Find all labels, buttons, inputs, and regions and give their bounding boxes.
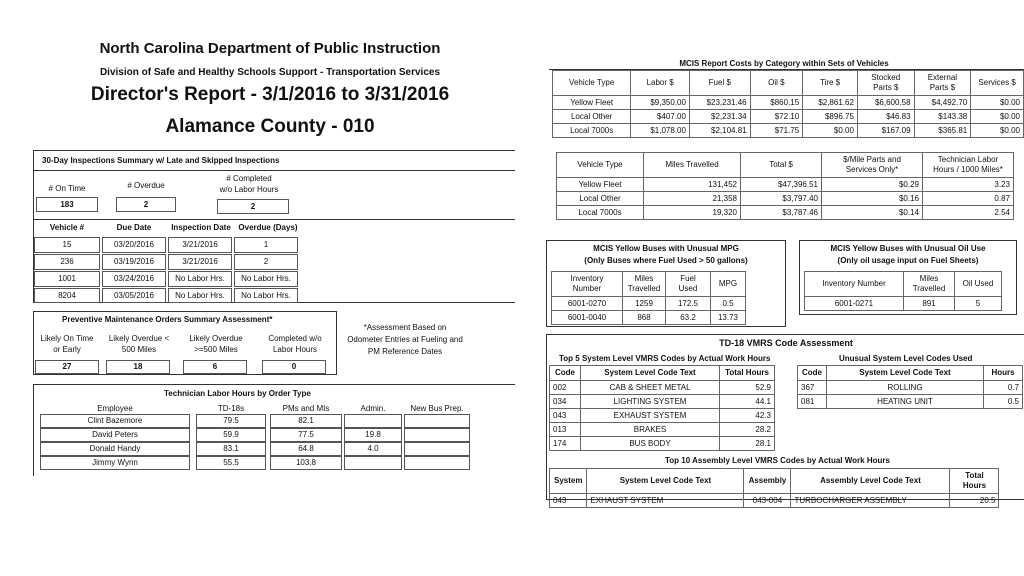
table-cell: 21,358 <box>644 192 741 206</box>
overdue-label: # Overdue <box>127 181 165 190</box>
pms-cell: 77.5 <box>270 428 342 442</box>
table-cell: $365.81 <box>914 124 971 138</box>
mpg-heading: MCIS Yellow Buses with Unusual MPG <box>593 244 739 253</box>
table-cell: 0.5 <box>984 395 1023 409</box>
pm-overdue-lt500-value: 18 <box>106 360 170 374</box>
column-header: Miles Travelled <box>644 153 741 178</box>
costs-table <box>552 70 1024 138</box>
report-county-title: Alamance County - 010 <box>165 116 375 137</box>
miles-table <box>556 152 1014 220</box>
table-cell: 5 <box>955 297 1002 311</box>
oil-header-row <box>805 272 1002 297</box>
table-cell: $46.83 <box>857 110 914 124</box>
column-header: Technician Labor Hours / 1000 Miles* <box>923 153 1014 178</box>
inspection-date-cell: 3/21/2016 <box>168 237 232 253</box>
table-cell: 043-004 <box>744 494 791 508</box>
newbus-cell <box>404 456 470 470</box>
column-header: Code <box>798 366 827 381</box>
pm-completed-value: 0 <box>262 360 326 374</box>
column-header: System Level Code Text <box>587 469 744 494</box>
overdue-days-cell: 1 <box>234 237 298 253</box>
labor-col-newbus: New Bus Prep. <box>410 404 464 413</box>
labor-col-pms: PMs and MIs <box>282 404 330 413</box>
table-cell: $860.15 <box>750 96 803 110</box>
table-cell: BRAKES <box>581 423 720 437</box>
table-cell: 19,320 <box>644 206 741 220</box>
table-cell: 367 <box>798 381 827 395</box>
pm-assessment-note: *Assessment Based on Odometer Entries at Fueling and PM Reference Dates <box>347 323 463 356</box>
unusual-codes-table <box>797 365 1023 409</box>
column-header: Total Hours <box>720 366 775 381</box>
top5-table <box>549 365 775 451</box>
admin-cell: 19.8 <box>344 428 402 442</box>
table-cell: Yellow Fleet <box>553 96 631 110</box>
pm-col-overdue-lt500: Likely Overdue < 500 Miles <box>108 334 170 354</box>
col-due-date: Due Date <box>116 223 152 232</box>
inspection-date-cell: No Labor Hrs. <box>168 271 232 287</box>
column-header: System Level Code Text <box>581 366 720 381</box>
on-time-label: # On Time <box>48 184 86 193</box>
employee-cell: David Peters <box>40 428 190 442</box>
table-cell: Yellow Fleet <box>557 178 644 192</box>
column-header: System <box>550 469 587 494</box>
table-row <box>550 437 775 451</box>
admin-cell <box>344 456 402 470</box>
table-cell: $896.75 <box>803 110 858 124</box>
pm-heading: Preventive Maintenance Orders Summary Assessment* <box>62 315 273 324</box>
due-date-cell: 03/05/2016 <box>102 288 166 303</box>
table-cell: 174 <box>550 437 581 451</box>
table-cell: 034 <box>550 395 581 409</box>
table-cell: 2.54 <box>923 206 1014 220</box>
column-header: Fuel Used <box>666 272 711 297</box>
mpg-table <box>551 271 746 325</box>
table-cell: 891 <box>904 297 955 311</box>
table-row <box>552 311 746 325</box>
td18-cell: 55.5 <box>196 456 266 470</box>
table-cell: 131,452 <box>644 178 741 192</box>
table-cell: $0.00 <box>971 110 1024 124</box>
inspections-summary-box <box>33 150 516 303</box>
due-date-cell: 03/24/2016 <box>102 271 166 287</box>
column-header: Oil Used <box>955 272 1002 297</box>
vehicle-cell: 8204 <box>34 288 100 303</box>
table-cell: $3,797.40 <box>741 192 822 206</box>
table-row <box>550 381 775 395</box>
table-cell: 13.73 <box>711 311 746 325</box>
pms-cell: 82.1 <box>270 414 342 428</box>
table-cell: 0.7 <box>984 381 1023 395</box>
column-header: Code <box>550 366 581 381</box>
on-time-value: 183 <box>36 197 98 212</box>
column-header: Assembly Level Code Text <box>791 469 950 494</box>
due-date-cell: 03/19/2016 <box>102 254 166 270</box>
overdue-days-cell: No Labor Hrs. <box>234 271 298 287</box>
column-header: Total Hours <box>950 469 999 494</box>
table-cell: $0.00 <box>803 124 858 138</box>
table-cell: 44.1 <box>720 395 775 409</box>
col-inspection-date: Inspection Date <box>171 223 231 232</box>
pm-col-completed: Completed w/o Labor Hours <box>268 334 322 354</box>
due-date-cell: 03/20/2016 <box>102 237 166 253</box>
labor-col-td18: TD-18s <box>217 404 245 413</box>
mpg-header-row <box>552 272 746 297</box>
pm-overdue-gte500-value: 6 <box>183 360 247 374</box>
miles-header-row <box>557 153 1014 178</box>
pms-cell: 64.8 <box>270 442 342 456</box>
column-header: Miles Travelled <box>904 272 955 297</box>
table-cell: $0.16 <box>822 192 923 206</box>
table-cell: 42.3 <box>720 409 775 423</box>
table-row <box>550 409 775 423</box>
table-cell: 043 <box>550 494 587 508</box>
overdue-days-cell: No Labor Hrs. <box>234 288 298 303</box>
column-header: Fuel $ <box>689 71 750 96</box>
column-header: Tire $ <box>803 71 858 96</box>
table-row <box>550 423 775 437</box>
admin-cell: 4.0 <box>344 442 402 456</box>
pm-col-on-time: Likely On Time or Early <box>40 334 94 354</box>
td18-cell: 59.9 <box>196 428 266 442</box>
table-cell: 6001-0040 <box>552 311 623 325</box>
table-cell: Local 7000s <box>553 124 631 138</box>
col-vehicle-number: Vehicle # <box>49 223 85 232</box>
report-main-title: Director's Report - 3/1/2016 to 3/31/2016 <box>90 84 450 105</box>
table-cell: $47,396.51 <box>741 178 822 192</box>
table-cell: $0.29 <box>822 178 923 192</box>
table-row <box>553 124 1024 138</box>
top5-heading: Top 5 System Level VMRS Codes by Actual Work Hours <box>559 354 771 363</box>
col-overdue-days: Overdue (Days) <box>238 223 298 232</box>
vmrs-heading: TD-18 VMRS Code Assessment <box>719 338 853 348</box>
table-row <box>798 395 1023 409</box>
table-cell: $167.09 <box>857 124 914 138</box>
table-row <box>557 178 1014 192</box>
table-row <box>805 297 1002 311</box>
table-cell: 63.2 <box>666 311 711 325</box>
table-cell: 6001-0270 <box>552 297 623 311</box>
column-header: System Level Code Text <box>827 366 984 381</box>
table-cell: 172.5 <box>666 297 711 311</box>
table-cell: 1259 <box>623 297 666 311</box>
table-cell: 28.2 <box>720 423 775 437</box>
table-cell: 20.5 <box>950 494 999 508</box>
table-cell: 6001-0271 <box>805 297 904 311</box>
completed-value: 2 <box>217 199 289 214</box>
costs-heading: MCIS Report Costs by Category within Sets of Vehicles <box>679 59 889 68</box>
table-cell: 3.23 <box>923 178 1014 192</box>
oil-subheading: (Only oil usage input on Fuel Sheets) <box>837 256 979 265</box>
table-cell: $6,600.58 <box>857 96 914 110</box>
mpg-subheading: (Only Buses where Fuel Used > 50 gallons) <box>584 256 748 265</box>
column-header: Oil $ <box>750 71 803 96</box>
oil-table <box>804 271 1002 311</box>
pm-on-time-value: 27 <box>35 360 99 374</box>
table-cell: 043 <box>550 409 581 423</box>
table-cell: 0.87 <box>923 192 1014 206</box>
table-cell: $0.14 <box>822 206 923 220</box>
td18-cell: 83.1 <box>196 442 266 456</box>
table-cell: Local 7000s <box>557 206 644 220</box>
vehicle-cell: 1001 <box>34 271 100 287</box>
employee-cell: Clint Bazemore <box>40 414 190 428</box>
table-cell: 28.1 <box>720 437 775 451</box>
unusual-codes-heading: Unusual System Level Codes Used <box>839 354 973 363</box>
column-header: Inventory Number <box>805 272 904 297</box>
admin-cell <box>344 414 402 428</box>
overdue-days-cell: 2 <box>234 254 298 270</box>
table-cell: $2,104.81 <box>689 124 750 138</box>
column-header: MPG <box>711 272 746 297</box>
table-cell: $3,787.46 <box>741 206 822 220</box>
right-page <box>519 0 1024 576</box>
top10-header-row <box>550 469 999 494</box>
vehicle-cell: 236 <box>34 254 100 270</box>
table-cell: ROLLING <box>827 381 984 395</box>
table-cell: BUS BODY <box>581 437 720 451</box>
top5-header-row <box>550 366 775 381</box>
column-header: Assembly <box>744 469 791 494</box>
column-header: Miles Travelled <box>623 272 666 297</box>
top10-heading: Top 10 Assembly Level VMRS Codes by Actual Work Hours <box>665 456 890 465</box>
table-cell: $407.00 <box>631 110 690 124</box>
costs-header-row <box>553 71 1024 96</box>
table-cell: $143.38 <box>914 110 971 124</box>
inspections-heading: 30-Day Inspections Summary w/ Late and Skipped Inspections <box>42 156 280 165</box>
pms-cell: 103.8 <box>270 456 342 470</box>
table-cell: 081 <box>798 395 827 409</box>
table-row <box>553 110 1024 124</box>
table-cell: Local Other <box>557 192 644 206</box>
column-header: Hours <box>984 366 1023 381</box>
newbus-cell <box>404 414 470 428</box>
labor-col-admin: Admin. <box>360 404 386 413</box>
top10-table <box>549 468 999 508</box>
table-cell: LIGHTING SYSTEM <box>581 395 720 409</box>
employee-cell: Jimmy Wynn <box>40 456 190 470</box>
column-header: Stocked Parts $ <box>857 71 914 96</box>
column-header: Vehicle Type <box>557 153 644 178</box>
table-cell: HEATING UNIT <box>827 395 984 409</box>
newbus-cell <box>404 442 470 456</box>
employee-cell: Donald Handy <box>40 442 190 456</box>
table-cell: 0.5 <box>711 297 746 311</box>
report-division-title: Division of Safe and Healthy Schools Support - Transportation Services <box>99 67 441 78</box>
table-row <box>552 297 746 311</box>
table-cell: 002 <box>550 381 581 395</box>
table-cell: $23,231.46 <box>689 96 750 110</box>
column-header: Inventory Number <box>552 272 623 297</box>
oil-heading: MCIS Yellow Buses with Unusual Oil Use <box>830 244 986 253</box>
labor-heading: Technician Labor Hours by Order Type <box>164 389 311 398</box>
table-cell: Local Other <box>553 110 631 124</box>
table-cell: $71.75 <box>750 124 803 138</box>
table-cell: $4,492.70 <box>914 96 971 110</box>
table-cell: CAB & SHEET METAL <box>581 381 720 395</box>
report-agency-title: North Carolina Department of Public Instruction <box>99 40 441 57</box>
table-cell: 013 <box>550 423 581 437</box>
table-row <box>557 206 1014 220</box>
column-header: Services $ <box>971 71 1024 96</box>
table-row <box>550 494 999 508</box>
td18-cell: 79.5 <box>196 414 266 428</box>
inspection-date-cell: No Labor Hrs. <box>168 288 232 303</box>
table-cell: EXHAUST SYSTEM <box>587 494 744 508</box>
unusual-mpg-box <box>546 240 786 327</box>
column-header: $/Mile Parts and Services Only* <box>822 153 923 178</box>
table-cell: 52.9 <box>720 381 775 395</box>
table-cell: $0.00 <box>971 124 1024 138</box>
labor-col-employee: Employee <box>97 404 133 413</box>
column-header: Vehicle Type <box>553 71 631 96</box>
overdue-value: 2 <box>116 197 176 212</box>
column-header: External Parts $ <box>914 71 971 96</box>
table-row <box>557 192 1014 206</box>
table-cell: $2,231.34 <box>689 110 750 124</box>
table-row <box>553 96 1024 110</box>
newbus-cell <box>404 428 470 442</box>
inspection-date-cell: 3/21/2016 <box>168 254 232 270</box>
table-cell: $0.00 <box>971 96 1024 110</box>
table-row <box>550 395 775 409</box>
table-row <box>798 381 1023 395</box>
unusual-oil-box <box>799 240 1017 315</box>
table-cell: TURBOCHARGER ASSEMBLY <box>791 494 950 508</box>
table-cell: $1,078.00 <box>631 124 690 138</box>
table-cell: $72.10 <box>750 110 803 124</box>
table-cell: EXHAUST SYSTEM <box>581 409 720 423</box>
table-cell: $2,861.62 <box>803 96 858 110</box>
completed-label: # Completed w/o Labor Hours <box>219 174 279 194</box>
pm-col-overdue-gte500: Likely Overdue >=500 Miles <box>189 334 243 354</box>
vehicle-cell: 15 <box>34 237 100 253</box>
column-header: Labor $ <box>631 71 690 96</box>
unusual-header-row <box>798 366 1023 381</box>
column-header: Total $ <box>741 153 822 178</box>
table-cell: 868 <box>623 311 666 325</box>
table-cell: $9,350.00 <box>631 96 690 110</box>
